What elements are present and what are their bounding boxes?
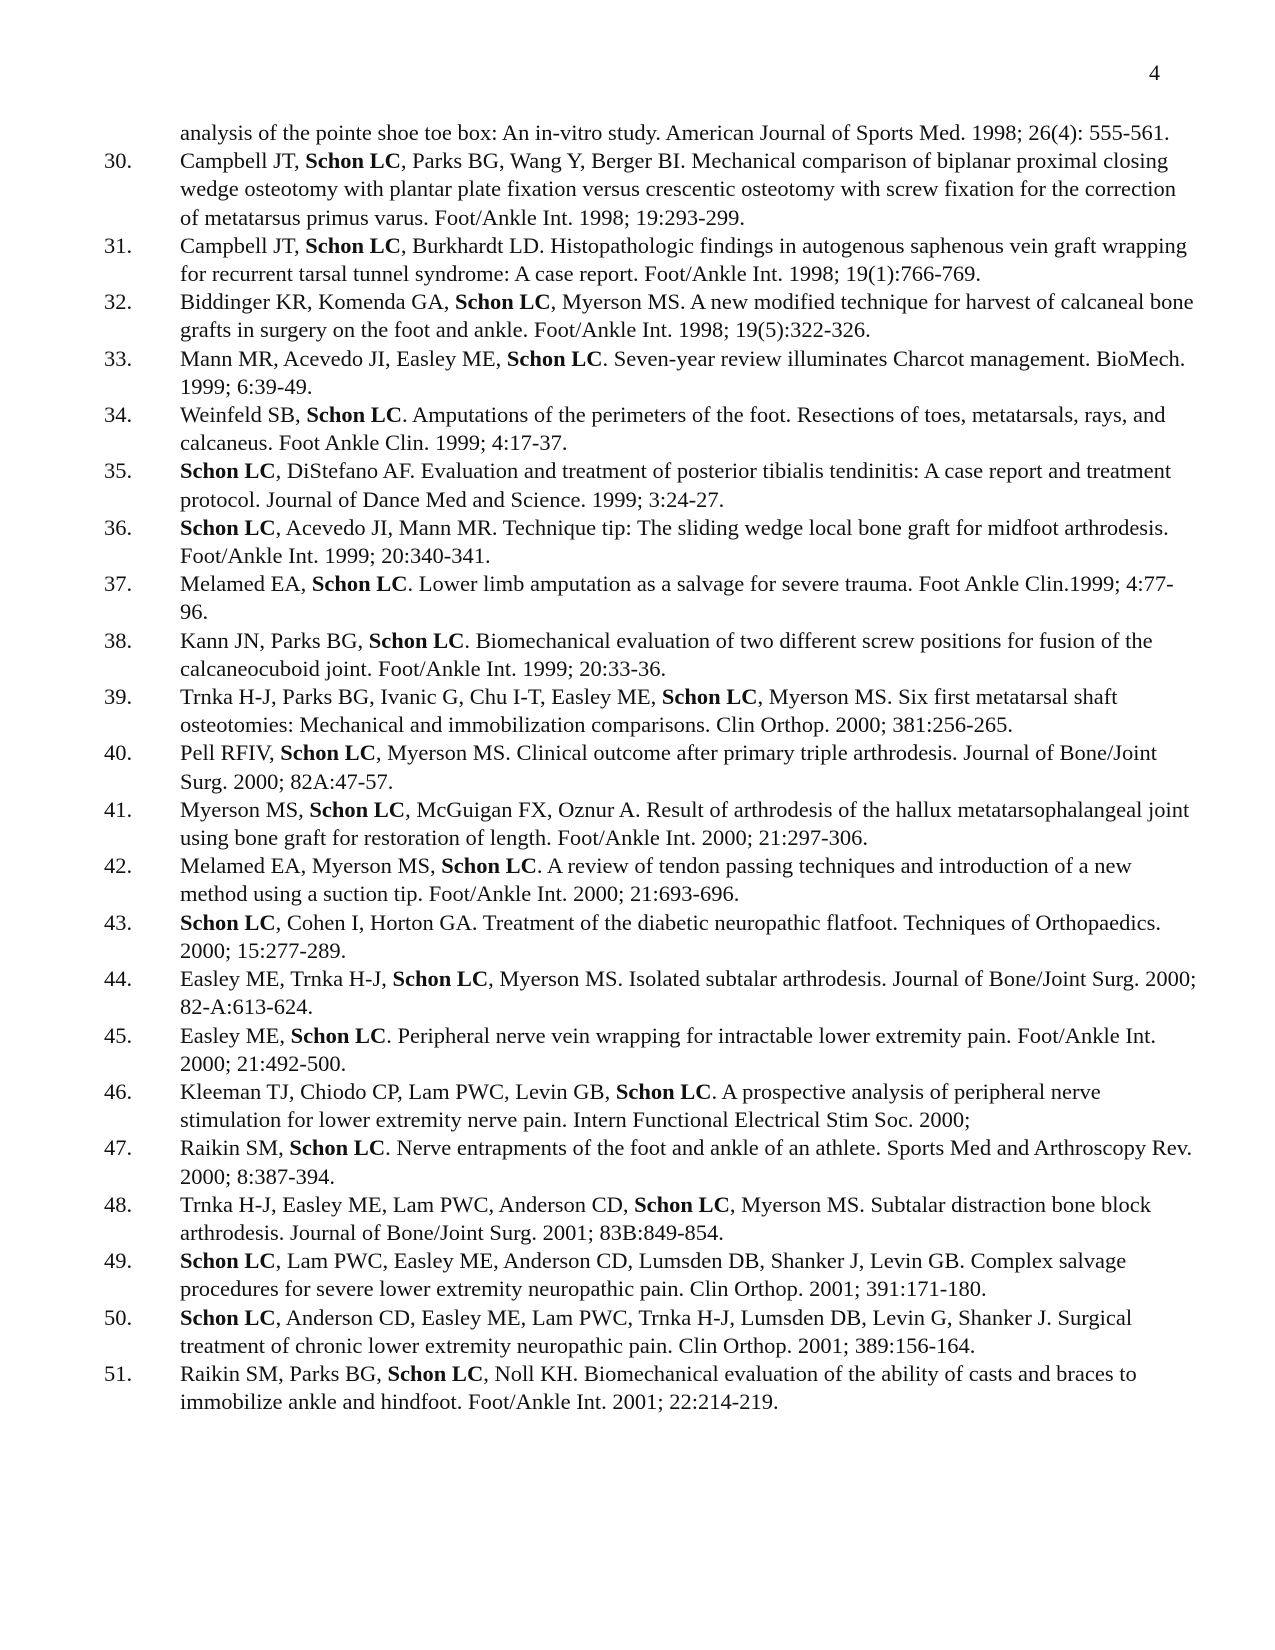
highlighted-author: Schon LC	[180, 1304, 276, 1330]
reference-citation-rest: . Nerve entrapments of the foot and ankle of an athlete. Sports Med and Arthroscopy Rev. 2000; 8:387-394.	[180, 1135, 1193, 1189]
reference-number: 39.	[104, 684, 133, 710]
highlighted-author: Schon LC	[306, 402, 402, 428]
highlighted-author: Schon LC	[180, 514, 276, 540]
reference-citation-rest: , Myerson MS. Clinical outcome after primary triple arthrodesis. Journal of Bone/Joint Surg. 2000; 82A:47-57.	[180, 740, 1158, 794]
highlighted-author: Schon LC	[506, 345, 603, 371]
reference-citation-rest: , Burkhardt LD. Histopathologic findings in autogenous saphenous vein graft wrapping for recurrent tarsal tunnel syndrome: A case report. Foot/Ankle Int. 1998; 19(1):766-769.	[180, 232, 1187, 287]
reference-citation-rest: , Anderson CD, Easley ME, Lam PWC, Trnka H-J, Lumsden DB, Levin G, Shanker J. Surgical treatment of chronic lower extremity neuropathic pain. Clin Orthop. 2001; 389:156-164.	[180, 1304, 1133, 1358]
highlighted-author: Schon LC	[392, 966, 489, 992]
highlighted-author: Schon LC	[441, 853, 537, 879]
reference-item	[0, 1304, 1275, 1360]
reference-text	[180, 796, 1200, 852]
reference-item	[0, 1247, 1275, 1303]
reference-item	[0, 627, 1275, 683]
highlighted-author: Schon LC	[309, 796, 406, 822]
reference-text	[180, 514, 1200, 570]
reference-text	[180, 147, 1200, 232]
reference-citation-rest: , DiStefano AF. Evaluation and treatment of posterior tibialis tendinitis: A case report and treatment protocol. Journal of Dance Med and Science. 1999; 3:24-27.	[180, 458, 1172, 512]
reference-item	[0, 683, 1275, 739]
reference-text	[180, 570, 1200, 626]
reference-authors-before: Biddinger KR, Komenda GA,	[180, 289, 455, 315]
reference-authors-before: Raikin SM, Parks BG,	[180, 1360, 388, 1386]
reference-authors-before: Myerson MS,	[180, 796, 310, 822]
reference-number: 35.	[104, 458, 133, 484]
highlighted-author: Schon LC	[180, 1248, 276, 1274]
reference-authors-before: Weinfeld SB,	[180, 402, 307, 428]
reference-number: 41.	[104, 796, 133, 822]
reference-authors-before: Campbell JT,	[180, 232, 306, 258]
highlighted-author: Schon LC	[280, 740, 376, 766]
reference-citation-rest: analysis of the pointe shoe toe box: An in-vitro study. American Journal of Sports Med. 1998; 26(4): 555-561.	[180, 120, 1170, 145]
highlighted-author: Schon LC	[289, 1135, 386, 1161]
reference-authors-before: Easley ME,	[180, 1022, 291, 1048]
reference-number: 43.	[104, 909, 133, 935]
reference-item	[0, 288, 1275, 344]
reference-number: 48.	[104, 1191, 133, 1217]
reference-authors-before: Easley ME, Trnka H-J,	[180, 966, 393, 992]
reference-text	[180, 345, 1200, 401]
reference-text	[180, 627, 1200, 683]
reference-item	[0, 852, 1275, 908]
reference-number: 38.	[104, 627, 133, 653]
reference-number: 32.	[104, 289, 133, 315]
reference-number: 30.	[104, 148, 133, 174]
reference-item	[0, 739, 1275, 795]
reference-item	[0, 401, 1275, 457]
highlighted-author: Schon LC	[661, 684, 758, 710]
reference-citation-rest: , McGuigan FX, Oznur A. Result of arthrodesis of the hallux metatarsophalangeal joint using bone graft for restoration of length. Foot/Ankle Int. 2000; 21:297-306.	[180, 796, 1190, 851]
reference-authors-before: Raikin SM,	[180, 1135, 290, 1161]
reference-text	[180, 852, 1200, 908]
reference-item	[0, 909, 1275, 965]
reference-authors-before: Melamed EA,	[180, 571, 312, 597]
reference-authors-before: Melamed EA, Myerson MS,	[180, 853, 442, 879]
highlighted-author: Schon LC	[290, 1022, 387, 1048]
reference-text	[180, 1247, 1200, 1303]
reference-text	[180, 401, 1200, 457]
reference-number: 49.	[104, 1248, 133, 1274]
reference-number: 45.	[104, 1022, 133, 1048]
reference-text	[180, 1078, 1200, 1134]
reference-citation-rest: , Parks BG, Wang Y, Berger BI. Mechanical comparison of biplanar proximal closing wedge osteotomy with plantar plate fixation versus crescentic osteotomy with screw fixation for the correction of metatarsus primus varus. Foot/Ankle Int. 1998; 19:293-299.	[180, 148, 1176, 230]
highlighted-author: Schon LC	[305, 148, 401, 174]
highlighted-author: Schon LC	[615, 1078, 712, 1104]
reference-authors-before: Mann MR, Acevedo JI, Easley ME,	[180, 345, 507, 371]
reference-text	[180, 232, 1200, 288]
reference-item	[0, 514, 1275, 570]
reference-citation-rest: . Seven-year review illuminates Charcot management. BioMech. 1999; 6:39-49.	[180, 345, 1186, 399]
highlighted-author: Schon LC	[387, 1360, 484, 1386]
reference-citation-rest: , Noll KH. Biomechanical evaluation of the ability of casts and braces to immobilize ankle and hindfoot. Foot/Ankle Int. 2001; 22:214-219.	[180, 1360, 1137, 1415]
reference-text	[180, 1191, 1200, 1247]
reference-citation-rest: . A prospective analysis of peripheral nerve stimulation for lower extremity nerve pain. Intern Functional Electrical Stim Soc. 2000;	[180, 1078, 1101, 1133]
reference-number: 40.	[104, 740, 133, 766]
highlighted-author: Schon LC	[305, 232, 401, 258]
reference-item	[0, 232, 1275, 288]
reference-text	[180, 1134, 1200, 1190]
reference-list	[0, 119, 1275, 1416]
reference-citation-rest: . Peripheral nerve vein wrapping for intractable lower extremity pain. Foot/Ankle Int. 2000; 21:492-500.	[180, 1022, 1157, 1076]
reference-citation-rest: . Biomechanical evaluation of two different screw positions for fusion of the calcaneocuboid joint. Foot/Ankle Int. 1999; 20:33-36.	[180, 627, 1153, 681]
reference-text	[180, 683, 1200, 739]
reference-citation-rest: , Lam PWC, Easley ME, Anderson CD, Lumsden DB, Shanker J, Levin GB. Complex salvage procedures for severe lower extremity neuropathic pain. Clin Orthop. 2001; 391:171-180.	[180, 1248, 1127, 1302]
reference-number: 42.	[104, 853, 133, 879]
reference-item	[0, 147, 1275, 232]
reference-authors-before: Pell RFIV,	[180, 740, 281, 766]
page-number: 4	[1149, 60, 1160, 85]
reference-authors-before: Trnka H-J, Parks BG, Ivanic G, Chu I-T, Easley ME,	[180, 684, 662, 710]
reference-number: 46.	[104, 1078, 133, 1104]
reference-citation-rest: , Myerson MS. A new modified technique for harvest of calcaneal bone grafts in surgery on the foot and ankle. Foot/Ankle Int. 1998; 19(5):322-326.	[180, 289, 1194, 343]
reference-citation-rest: . A review of tendon passing techniques and introduction of a new method using a suction tip. Foot/Ankle Int. 2000; 21:693-696.	[180, 853, 1132, 907]
reference-item	[0, 1022, 1275, 1078]
reference-item	[0, 1360, 1275, 1416]
reference-item	[0, 570, 1275, 626]
reference-citation-rest: . Amputations of the perimeters of the foot. Resections of toes, metatarsals, rays, and calcaneus. Foot Ankle Clin. 1999; 4:17-37.	[180, 402, 1166, 456]
reference-authors-before: Campbell JT,	[180, 148, 306, 174]
reference-text	[180, 739, 1200, 795]
reference-authors-before: Kleeman TJ, Chiodo CP, Lam PWC, Levin GB,	[180, 1078, 616, 1104]
reference-text	[180, 1304, 1200, 1360]
reference-citation-rest: , Myerson MS. Isolated subtalar arthrodesis. Journal of Bone/Joint Surg. 2000; 82-A:613-624.	[180, 966, 1197, 1020]
reference-item	[0, 119, 1275, 147]
reference-citation-rest: , Myerson MS. Six first metatarsal shaft osteotomies: Mechanical and immobilization comparisons. Clin Orthop. 2000; 381:256-265.	[180, 684, 1118, 738]
reference-number: 36.	[104, 514, 133, 540]
reference-text	[180, 909, 1200, 965]
highlighted-author: Schon LC	[180, 458, 276, 484]
reference-item	[0, 1078, 1275, 1134]
highlighted-author: Schon LC	[180, 909, 276, 935]
reference-text	[180, 965, 1200, 1021]
reference-text	[180, 457, 1200, 513]
highlighted-author: Schon LC	[454, 289, 551, 315]
reference-text	[180, 119, 1200, 147]
reference-number: 47.	[104, 1135, 133, 1161]
reference-item	[0, 796, 1275, 852]
reference-item	[0, 457, 1275, 513]
reference-number: 51.	[104, 1360, 133, 1386]
reference-citation-rest: . Lower limb amputation as a salvage for severe trauma. Foot Ankle Clin.1999; 4:77-96.	[180, 571, 1174, 625]
reference-text	[180, 288, 1200, 344]
reference-number: 33.	[104, 345, 133, 371]
reference-number: 50.	[104, 1304, 133, 1330]
reference-item	[0, 1191, 1275, 1247]
reference-item	[0, 345, 1275, 401]
reference-number: 34.	[104, 402, 133, 428]
reference-number: 44.	[104, 966, 133, 992]
reference-number: 31.	[104, 232, 133, 258]
highlighted-author: Schon LC	[311, 571, 408, 597]
reference-citation-rest: , Acevedo JI, Mann MR. Technique tip: The sliding wedge local bone graft for midfoot arthrodesis. Foot/Ankle Int. 1999; 20:340-341.	[180, 514, 1169, 569]
reference-authors-before: Trnka H-J, Easley ME, Lam PWC, Anderson CD,	[180, 1191, 635, 1217]
highlighted-author: Schon LC	[368, 627, 465, 653]
reference-citation-rest: , Myerson MS. Subtalar distraction bone block arthrodesis. Journal of Bone/Joint Surg. 2001; 83B:849-854.	[180, 1191, 1152, 1245]
highlighted-author: Schon LC	[634, 1191, 730, 1217]
reference-text	[180, 1360, 1200, 1416]
reference-item	[0, 1134, 1275, 1190]
reference-authors-before: Kann JN, Parks BG,	[180, 627, 369, 653]
reference-item	[0, 965, 1275, 1021]
reference-text	[180, 1022, 1200, 1078]
reference-citation-rest: , Cohen I, Horton GA. Treatment of the diabetic neuropathic flatfoot. Techniques of Orthopaedics. 2000; 15:277-289.	[180, 909, 1161, 963]
reference-number: 37.	[104, 571, 133, 597]
